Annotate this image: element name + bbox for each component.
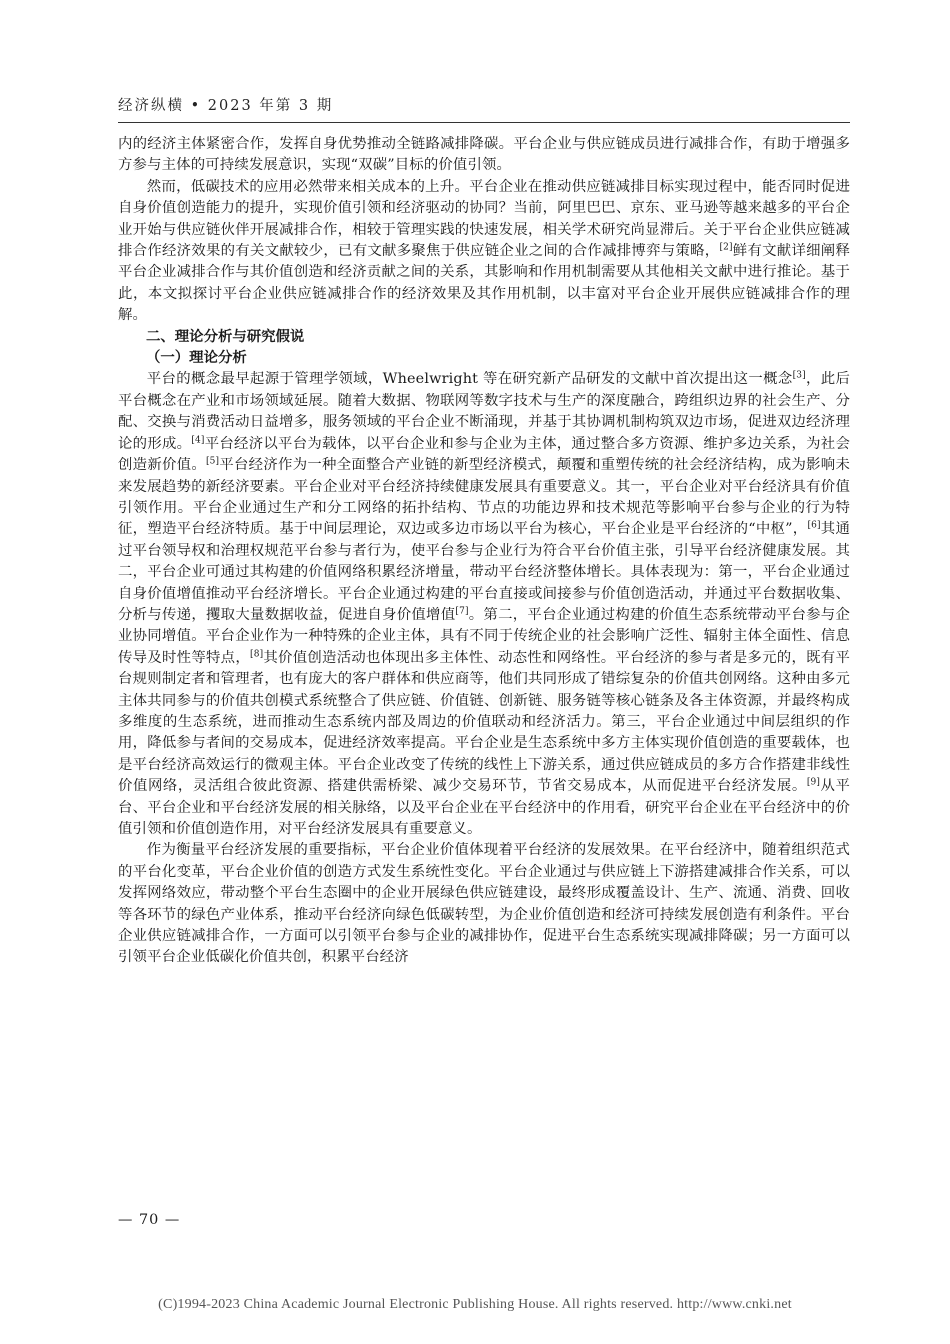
citation-ref: [2]: [719, 242, 733, 253]
article-body: [118, 134, 850, 969]
text-segment: 平台经济以平台为载体，以平台企业和参与企业为主体，通过整合多方资源、维护多边关系，为社会创造新价值。: [118, 435, 850, 474]
paragraph-p1: 内的经济主体紧密合作，发挥自身优势推动全链路减排降碳。平台企业与供应链成员进行减排合作，有助于增强多方参与主体的可持续发展意识，实现“双碳”目标的价值引领。: [118, 136, 850, 174]
page-number: — 70 —: [118, 1212, 181, 1228]
journal-header: 经济纵横 • 2023 年第 3 期: [118, 98, 334, 114]
text-segment: 其通过平台领导权和治理权规范平台参与者行为，使平台参与企业行为符合平台价值主张，引导平台经济健康发展。其二，平台企业可通过其构建的价值网络积累经济增量，带动平台经济整体增长。具体表现为：第一，平台企业通过自身价值增值推动平台经济增长。平台企业通过构建的平台直接或间接参与价值创造活动，并通过平台数据收集、分析与传递，攫取大量数据收益，促进自身价值增值: [118, 521, 850, 623]
header-divider: [118, 122, 850, 123]
text-segment: 从平台、平台企业和平台经济发展的相关脉络，以及平台企业在平台经济中的作用看，研究平台企业在平台经济中的价值引领和价值创造作用，对平台经济发展具有重要意义。: [118, 778, 850, 837]
text-segment: ，此后平台概念在产业和市场领域延展。随着大数据、物联网等数字技术与生产的深度融合，跨组织边界的社会生产、分配、交换与消费活动日益增多，服务领域的平台企业不断涌现，并基于其协调机制构筑双边市场，促进双边经济理论的形成。: [118, 371, 851, 452]
citation-ref: [6]: [807, 520, 821, 531]
copyright-footer: (C)1994-2023 China Academic Journal Electronic Publishing House. All rights reserved. http://www.cnki.net: [158, 1297, 792, 1312]
section-heading: 二、理论分析与研究假说: [146, 328, 305, 345]
subsection-heading: （一）理论分析: [146, 350, 247, 367]
citation-ref: [7]: [455, 606, 469, 617]
citation-ref: [4]: [191, 435, 205, 446]
citation-ref: [5]: [206, 456, 220, 467]
paragraphs-theory: [118, 369, 850, 968]
text-segment: 平台经济作为一种全面整合产业链的新型经济模式，颠覆和重塑传统的社会经济结构，成为影响未来发展趋势的新经济要素。平台企业对平台经济持续健康发展具有重要意义。其一，平台企业对平台经济具有价值引领作用。平台企业通过生产和分工网络的拓扑结构、节点的功能边界和技术规范等影响平台参与企业的行为特征，塑造平台经济特质。基于中间层理论，双边或多边市场以平台为核心，平台企业是平台经济的“中枢”，: [118, 457, 850, 538]
paragraphs-intro: [118, 134, 850, 327]
citation-ref: [8]: [250, 649, 264, 660]
text-segment: 然而，低碳技术的应用必然带来相关成本的上升。平台企业在推动供应链减排目标实现过程中，能否同时促进自身价值创造能力的提升，实现价值引领和经济驱动的协同？当前，阿里巴巴、京东、亚马逊等越来越多的平台企业开始与供应链伙伴开展减排合作，相较于管理实践的快速发展，相关学术研究尚显滞后。关于平台企业供应链减排合作经济效果的有关文献较少，已有文献多聚焦于供应链企业之间的合作减排博弈与策略，: [118, 178, 850, 260]
text-segment: 平台的概念最早起源于管理学领域，Wheelwright 等在研究新产品研发的文献中首次提出这一概念: [146, 371, 793, 388]
citation-ref: [3]: [792, 371, 806, 382]
text-segment: 鲜有文献详细阐释平台企业减排合作与其价值创造和经济贡献之间的关系，其影响和作用机制需要从其他相关文献中进行推论。基于此，本文拟探讨平台企业供应链减排合作的经济效果及其作用机制，以丰富对平台企业开展供应链减排合作的理解。: [118, 243, 850, 324]
citation-ref: [9]: [806, 777, 821, 788]
paragraph-p4: 作为衡量平台经济发展的重要指标，平台企业价值体现着平台经济的发展效果。在平台经济中，随着组织范式的平台化变革，平台企业价值的创造方式发生系统性变化。平台企业通过与供应链上下游搭建减排合作关系，可以发挥网络效应，带动整个平台生态圈中的企业开展绿色供应链建设，最终形成覆盖设计、生产、流通、消费、回收等各环节的绿色产业体系，推动平台经济向绿色低碳转型，为企业价值创造和经济可持续发展创造有利条件。平台企业供应链减排合作，一方面可以引领平台参与企业的减排协作，促进平台生态系统实现减排降碳；另一方面可以引领平台企业低碳化价值共创，积累平台经济: [118, 842, 850, 966]
text-segment: 其价值创造活动也体现出多主体性、动态性和网络性。平台经济的参与者是多元的，既有平台规则制定者和管理者，也有庞大的客户群体和供应商等，他们共同形成了错综复杂的价值共创网络。这种由多元主体共同参与的价值共创模式系统整合了供应链、价值链、创新链、服务链等核心链条及各主体资源，并最终构成多维度的生态系统，进而推动生态系统内部及周边的价值联动和经济活力。第三，平台企业通过中间层组织的作用，降低参与者间的交易成本，促进经济效率提高。平台企业是生态系统中多方主体实现价值创造的重要载体，也是平台经济高效运行的微观主体。平台企业改变了传统的线性上下游关系，通过供应链成员的多方合作搭建非线性价值网络，灵活组合彼此资源、搭建供需桥梁、减少交易环节，节省交易成本，从而促进平台经济发展。: [118, 649, 850, 795]
paragraph-p2: [118, 177, 850, 327]
text-segment: 。第二，平台企业通过构建的价值生态系统带动平台参与企业协同增值。平台企业作为一种特殊的企业主体，具有不同于传统企业的社会影响广泛性、辐射主体全面性、信息传导及时性等特点，: [118, 606, 851, 666]
paragraph-p3: [118, 369, 850, 840]
